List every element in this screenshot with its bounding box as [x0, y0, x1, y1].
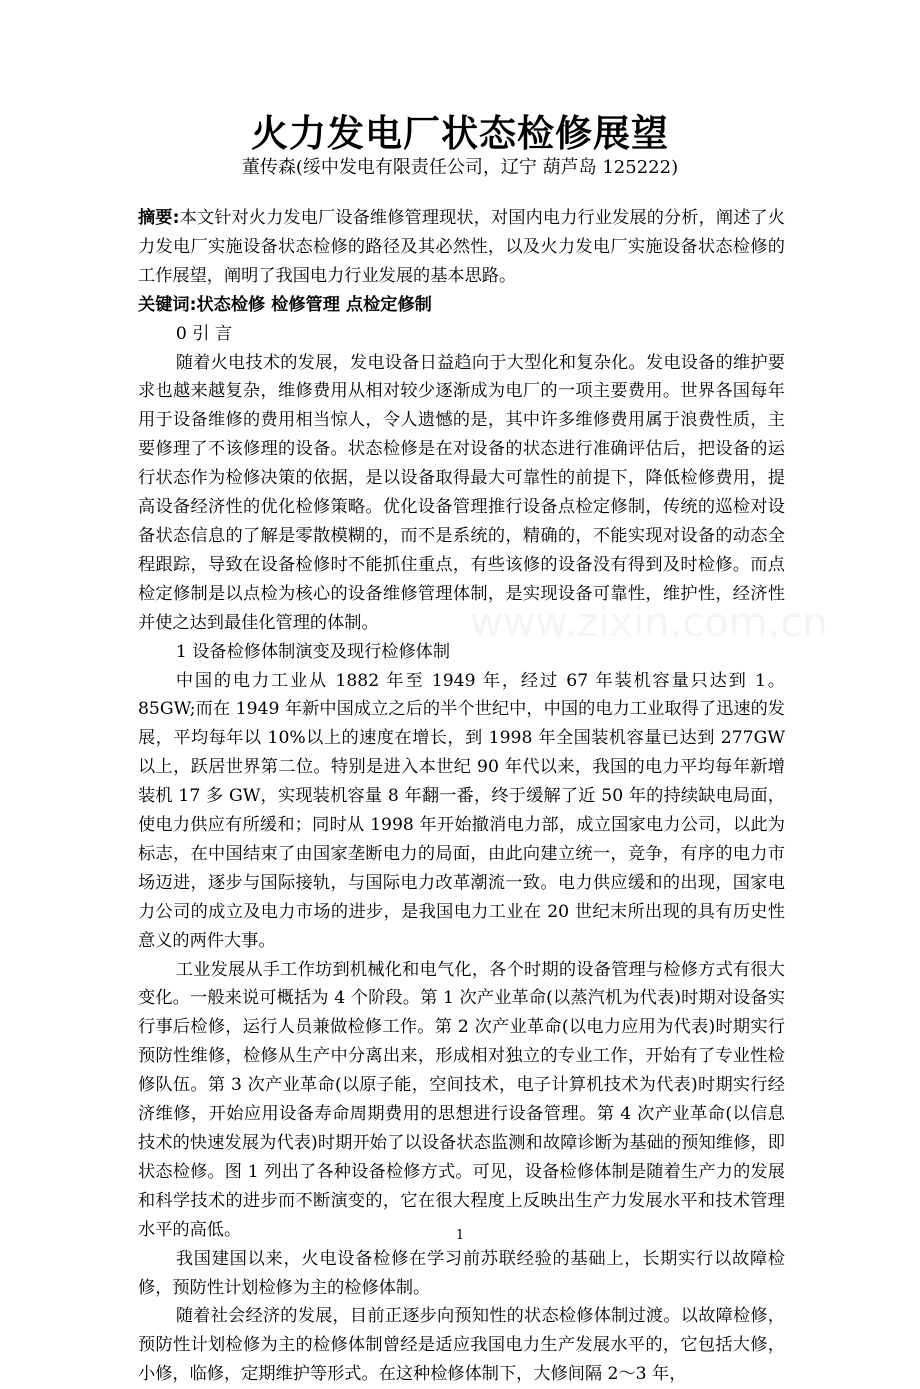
document-body: [138, 204, 785, 1389]
abstract: [138, 204, 785, 291]
keywords: [138, 291, 785, 320]
abstract-text: 本文针对火力发电厂设备维修管理现状，对国内电力行业发展的分析，阐述了火力发电厂实施设备状态检修的路径及其必然性，以及火力发电厂实施设备状态检修的工作展望，阐明了我国电力行业发展的基本思路。: [138, 208, 785, 286]
author-line: 董传森(绥中发电有限责任公司，辽宁 葫芦岛 125222): [241, 157, 679, 178]
paragraph-3: 工业发展从手工作坊到机械化和电气化，各个时期的设备管理与检修方式有很大变化。一般来说可概括为 4 个阶段。第 1 次产业革命(以蒸汽机为代表)时期对设备实行事后检修，运行人员兼做检修工作。第 2 次产业革命(以电力应用为代表)时期实行预防性维修，检修从生产中分离出来，形成相对独立的专业工作，开始有了专业性检修队伍。第 3 次产业革命(以原子能，空间技术，电子计算机技术为代表)时期实行经济维修，开始应用设备寿命周期费用的思想进行设备管理。第 4 次产业革命(以信息技术的快速发展为代表)时期开始了以设备状态监测和故障诊断为基础的预知维修，即状态检修。图 1 列出了各种设备检修方式。可见，设备检修体制是随着生产力的发展和科学技术的进步而不断演变的，它在很大程度上反映出生产力发展水平和技术管理水平的高低。: [138, 959, 785, 1240]
section-heading-0: 0 引 言: [175, 323, 233, 344]
paragraph-1: 随着火电技术的发展，发电设备日益趋向于大型化和复杂化。发电设备的维护要求也越来越复杂，维修费用从相对较少逐渐成为电厂的一项主要费用。世界各国每年用于设备维修的费用相当惊人，令人遗憾的是，其中许多维修费用属于浪费性质，主要修理了不该修理的设备。状态检修是在对设备的状态进行准确评估后，把设备的运行状态作为检修决策的依据，是以设备取得最大可靠性的前提下，降低检修费用，提高设备经济性的优化检修策略。优化设备管理推行设备点检定修制，传统的巡检对设备状态信息的了解是零散模糊的，而不是系统的，精确的，不能实现对设备的动态全程跟踪，导致在设备检修时不能抓住重点，有些该修的设备没有得到及时检修。而点检定修制是以点检为核心的设备维修管理体制，是实现设备可靠性，维护性，经济性并使之达到最佳化管理的体制。: [138, 352, 785, 633]
page-title: 火力发电厂状态检修展望: [251, 112, 669, 155]
section-heading-1: 1 设备检修体制演变及现行检修体制: [175, 641, 451, 662]
paragraph-5: 随着社会经济的发展，目前正逐步向预知性的状态检修体制过渡。以故障检修，预防性计划检修为主的检修体制曾经是适应我国电力生产发展水平的，它包括大修，小修，临修，定期维护等形式。在这种检修体制下，大修间隔 2～3 年，: [138, 1306, 785, 1385]
paragraph-4: 我国建国以来，火电设备检修在学习前苏联经验的基础上，长期实行以故障检修，预防性计划检修为主的检修体制。: [138, 1248, 785, 1298]
keywords-text: 状态检修 检修管理 点检定修制: [196, 294, 432, 315]
abstract-label: 摘要:: [138, 208, 180, 228]
paragraph-2: 中国的电力工业从 1882 年至 1949 年，经过 67 年装机容量只达到 1。85GW;而在 1949 年新中国成立之后的半个世纪中，中国的电力工业取得了迅速的发展，平均每年以 10%以上的速度在增长，到 1998 年全国装机容量已达到 277GW 以上，跃居世界第二位。特别是进入本世纪 90 年代以来，我国的电力平均每年新增装机 17 多 GW，实现装机容量 8 年翻一番，终于缓解了近 50 年的持续缺电局面，使电力供应有所缓和；同时从 1998 年开始撤消电力部，成立国家电力公司，以此为标志，在中国结束了由国家垄断电力的局面，由此向建立统一，竞争，有序的电力市场迈进，逐步与国际接轨，与国际电力改革潮流一致。电力供应缓和的出现，国家电力公司的成立及电力市场的进步，是我国电力工业在 20 世纪末所出现的具有历史性意义的两件大事。: [138, 670, 785, 951]
keywords-label: 关键词:: [138, 294, 197, 315]
page-number: 1: [455, 1228, 465, 1243]
